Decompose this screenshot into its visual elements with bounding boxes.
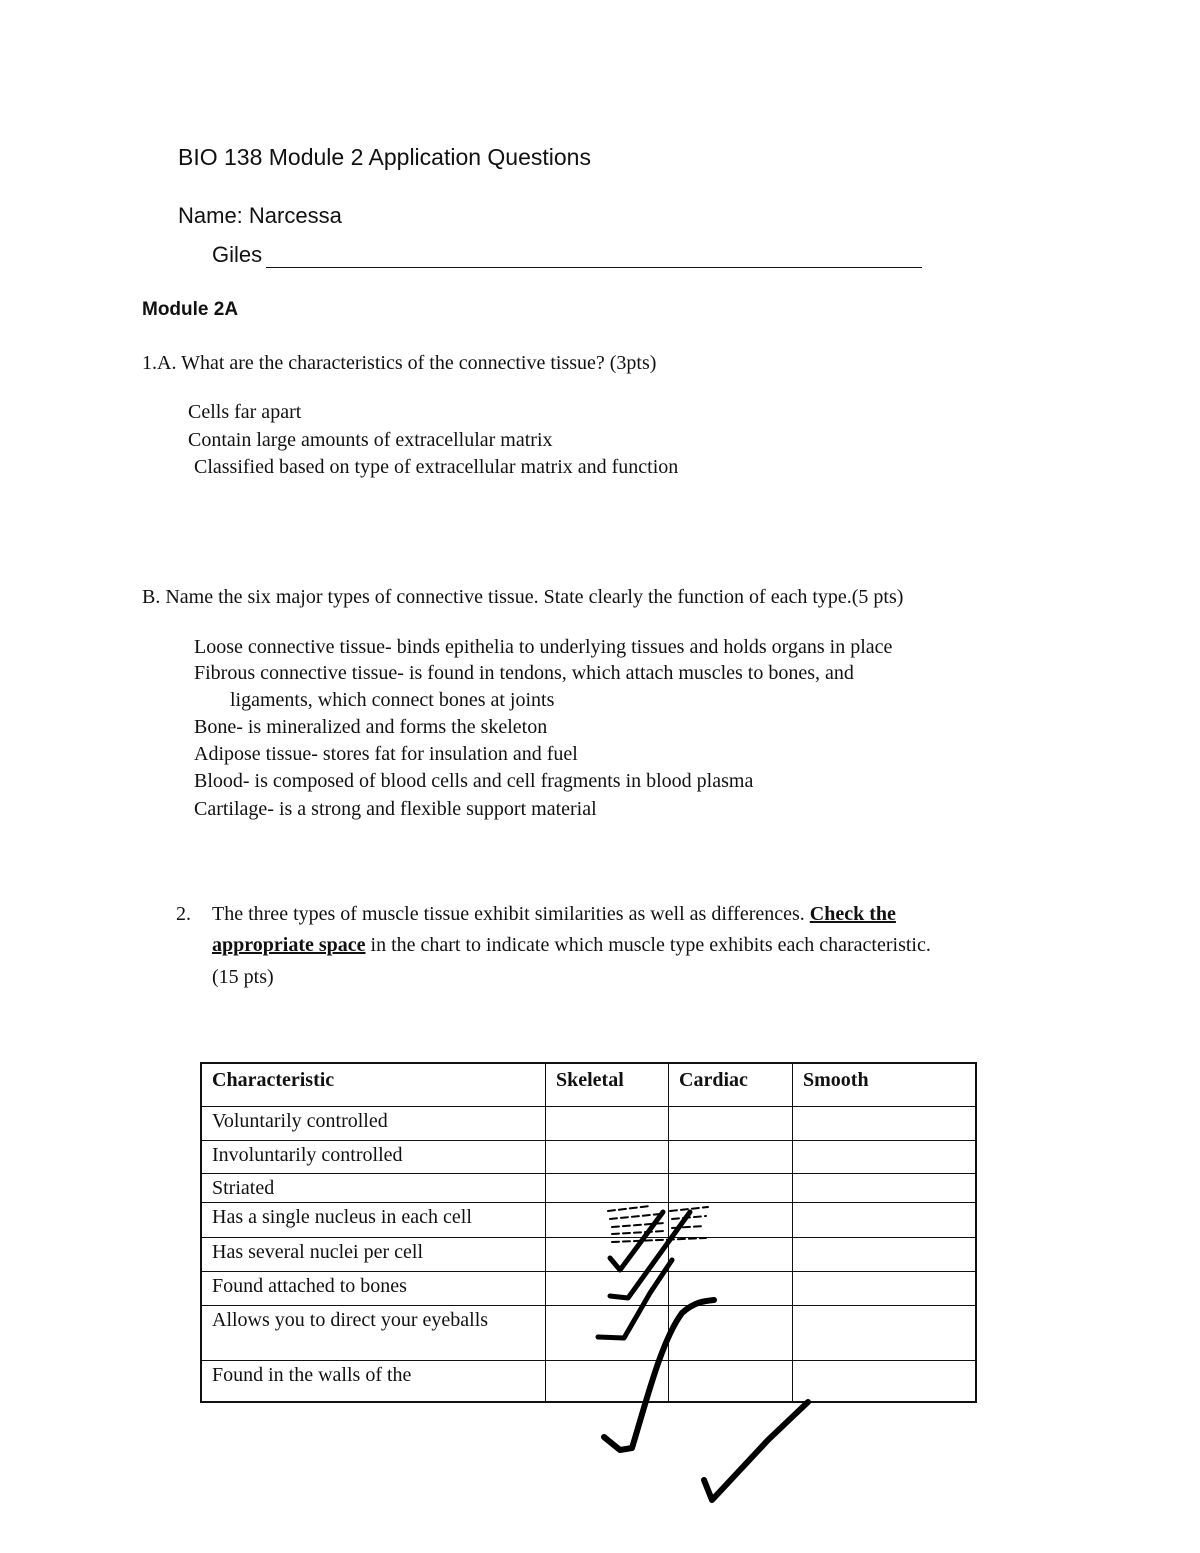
smooth-check-cell[interactable] bbox=[793, 1107, 979, 1140]
answer-1b-item: ligaments, which connect bones at joints bbox=[230, 689, 555, 711]
cardiac-check-cell[interactable] bbox=[669, 1141, 793, 1173]
row-characteristic: Has several nuclei per cell bbox=[202, 1238, 546, 1271]
document-title: BIO 138 Module 2 Application Questions bbox=[178, 144, 591, 170]
question-2-number: 2. bbox=[176, 903, 191, 925]
header-skeletal: Skeletal bbox=[546, 1064, 669, 1106]
cardiac-check-cell[interactable] bbox=[669, 1306, 793, 1360]
skeletal-check-cell[interactable] bbox=[546, 1203, 669, 1237]
skeletal-check-cell[interactable] bbox=[546, 1174, 669, 1202]
table-row bbox=[202, 1174, 975, 1203]
smooth-check-cell[interactable] bbox=[793, 1141, 979, 1173]
name-label: Name: Narcessa bbox=[178, 203, 342, 228]
module-heading: Module 2A bbox=[142, 299, 239, 320]
cardiac-check-cell[interactable] bbox=[669, 1238, 793, 1271]
question-2-points: (15 pts) bbox=[212, 966, 274, 988]
row-characteristic: Allows you to direct your eyeballs bbox=[202, 1306, 546, 1360]
table-row bbox=[202, 1141, 975, 1174]
cardiac-check-cell[interactable] bbox=[669, 1174, 793, 1202]
answer-1b-item: Fibrous connective tissue- is found in tendons, which attach muscles to bones, and bbox=[194, 662, 854, 684]
cardiac-check-cell[interactable] bbox=[669, 1107, 793, 1140]
row-characteristic: Found attached to bones bbox=[202, 1272, 546, 1305]
table-row bbox=[202, 1203, 975, 1238]
table-row bbox=[202, 1361, 975, 1403]
name-value: Giles bbox=[212, 242, 263, 267]
smooth-check-cell[interactable] bbox=[793, 1174, 979, 1202]
row-characteristic: Involuntarily controlled bbox=[202, 1141, 546, 1173]
question-2-line2 bbox=[212, 934, 931, 957]
table-row bbox=[202, 1107, 975, 1141]
smooth-check-cell[interactable] bbox=[793, 1306, 979, 1360]
skeletal-check-cell[interactable] bbox=[546, 1107, 669, 1140]
table-row bbox=[202, 1272, 975, 1306]
question-2-text: The three types of muscle tissue exhibit similarities as well as differences. bbox=[212, 903, 810, 925]
question-2-line1 bbox=[212, 903, 896, 926]
cardiac-check-cell[interactable] bbox=[669, 1272, 793, 1305]
answer-1a-item: Cells far apart bbox=[188, 401, 302, 423]
table-row bbox=[202, 1238, 975, 1272]
name-underline bbox=[266, 267, 922, 268]
answer-1a-item: Classified based on type of extracellular matrix and function bbox=[194, 456, 679, 478]
question-1b: B. Name the six major types of connective tissue. State clearly the function of each type.(5 pts) bbox=[142, 586, 904, 608]
answer-1b-item: Cartilage- is a strong and flexible support material bbox=[194, 798, 597, 820]
smooth-check-cell[interactable] bbox=[793, 1361, 979, 1403]
skeletal-check-cell[interactable] bbox=[546, 1306, 669, 1360]
row-characteristic: Striated bbox=[202, 1174, 546, 1202]
answer-1b-item: Adipose tissue- stores fat for insulation and fuel bbox=[194, 743, 578, 765]
check-mark bbox=[704, 1402, 808, 1500]
muscle-characteristics-table bbox=[200, 1062, 977, 1403]
skeletal-check-cell[interactable] bbox=[546, 1272, 669, 1305]
header-smooth: Smooth bbox=[803, 1069, 869, 1091]
row-characteristic: Has a single nucleus in each cell bbox=[202, 1203, 546, 1237]
smooth-check-cell[interactable] bbox=[793, 1272, 979, 1305]
question-1a: 1.A. What are the characteristics of the connective tissue? (3pts) bbox=[142, 352, 657, 374]
cardiac-check-cell[interactable] bbox=[669, 1361, 793, 1403]
header-characteristic: Characteristic bbox=[202, 1064, 546, 1106]
question-2-text: in the chart to indicate which muscle type exhibits each characteristic. bbox=[365, 934, 931, 956]
answer-1b-item: Bone- is mineralized and forms the skeleton bbox=[194, 716, 548, 738]
row-characteristic: Found in the walls of the bbox=[202, 1361, 546, 1403]
skeletal-check-cell[interactable] bbox=[546, 1361, 669, 1403]
row-characteristic: Voluntarily controlled bbox=[202, 1107, 546, 1140]
answer-1b-item: Blood- is composed of blood cells and cell fragments in blood plasma bbox=[194, 770, 754, 792]
question-2-emphasis: Check the bbox=[809, 903, 896, 925]
answer-1a-item: Contain large amounts of extracellular matrix bbox=[188, 429, 553, 451]
smooth-check-cell[interactable] bbox=[793, 1203, 979, 1237]
skeletal-check-cell[interactable] bbox=[546, 1141, 669, 1173]
question-2-emphasis: appropriate space bbox=[212, 934, 366, 956]
cardiac-check-cell[interactable] bbox=[669, 1203, 793, 1237]
table-row bbox=[202, 1306, 975, 1361]
answer-1b-item: Loose connective tissue- binds epithelia to underlying tissues and holds organs in place bbox=[194, 636, 893, 658]
header-cardiac: Cardiac bbox=[669, 1064, 793, 1106]
skeletal-check-cell[interactable] bbox=[546, 1238, 669, 1271]
table-header-row bbox=[202, 1064, 975, 1107]
smooth-check-cell[interactable] bbox=[793, 1238, 979, 1271]
